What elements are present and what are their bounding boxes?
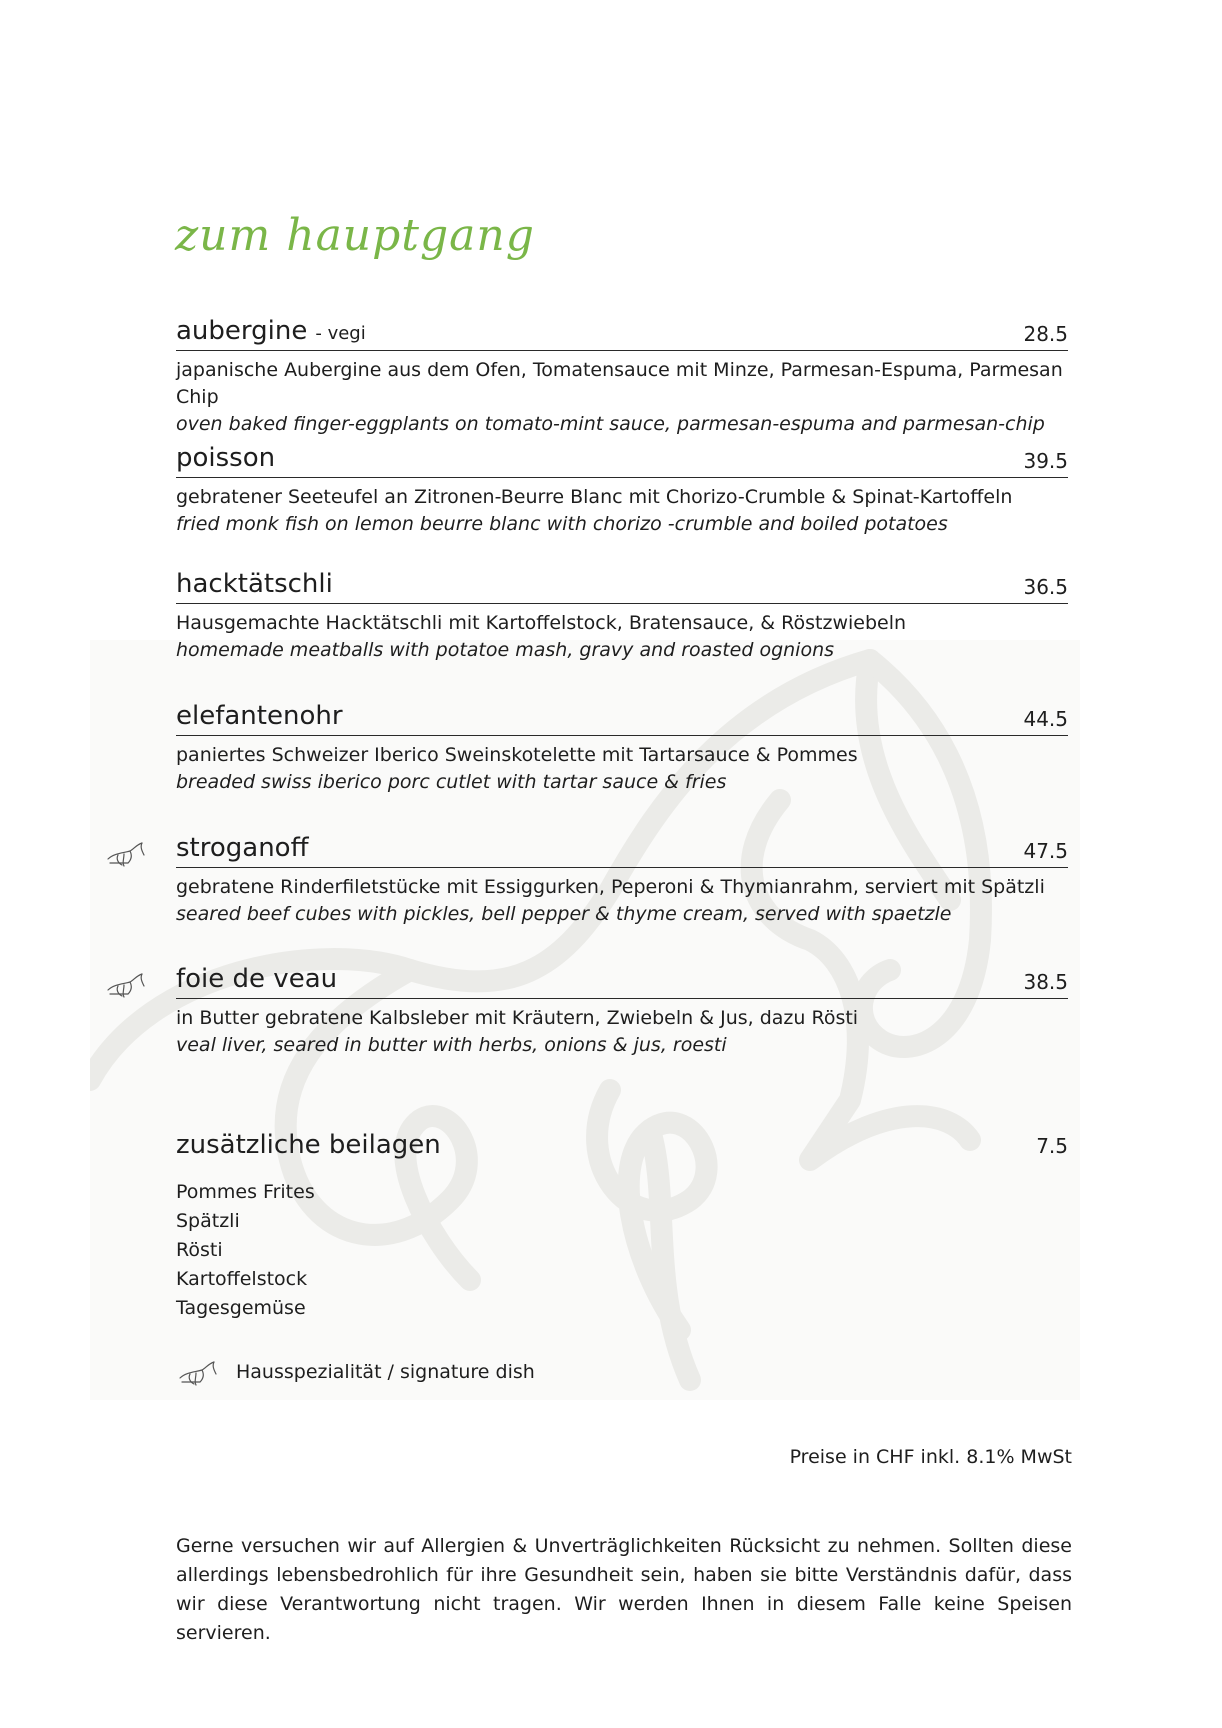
dish-description-en: fried monk fish on lemon beurre blanc with chorizo -crumble and boiled potatoes [176,513,948,535]
dish-description-de: paniertes Schweizer Iberico Sweinskotelette mit Tartarsauce & Pommes [176,744,858,766]
dish-description-de: gebratene Rinderfiletstücke mit Essiggurken, Peperoni & Thymianrahm, serviert mit Spätzli [176,876,1045,898]
list-item: Kartoffelstock [176,1268,308,1290]
dish-name: stroganoff [176,833,309,863]
list-item: Rösti [176,1239,223,1261]
dish-description-en: homemade meatballs with potatoe mash, gravy and roasted ognions [176,639,835,661]
dish-item [176,966,1068,1059]
dish-name: aubergine [176,316,308,346]
dish-name: elefantenohr [176,701,343,731]
list-item: Pommes Frites [176,1181,315,1203]
dish-price: 38.5 [1023,970,1068,994]
sides-price: 7.5 [1036,1134,1068,1158]
side-dishes [176,1130,1068,1323]
dish-tag: - vegi [315,323,366,344]
dish-item [176,318,1068,438]
dish-price: 44.5 [1023,707,1068,731]
horse-icon [106,970,148,1000]
dish-description-en: oven baked finger-eggplants on tomato-mint sauce, parmesan-espuma and parmesan-chip [176,413,1045,435]
dish-price: 28.5 [1023,322,1068,346]
list-item: Spätzli [176,1210,240,1232]
dish-description-de: Hausgemachte Hacktätschli mit Kartoffelstock, Bratensauce, & Röstzwiebeln [176,612,907,634]
dish-description-de: japanische Aubergine aus dem Ofen, Tomatensauce mit Minze, Parmesan-Espuma, Parmesan Chip [176,359,1063,408]
dish-price: 39.5 [1023,449,1068,473]
sides-title: zusätzliche beilagen [176,1130,441,1160]
dish-price: 47.5 [1023,839,1068,863]
dish-item [176,835,1068,928]
dish-description-en: veal liver, seared in butter with herbs, onions & jus, roesti [176,1034,727,1056]
horse-icon [178,1358,218,1386]
dish-item [176,703,1068,796]
horse-icon [106,839,148,869]
dish-price: 36.5 [1023,575,1068,599]
allergy-note: Gerne versuchen wir auf Allergien & Unverträglichkeiten Rücksicht zu nehmen. Sollten diese allerdings lebensbedrohlich für ihre Gesundheit sein, haben sie bitte Verständnis dafür, dass wir diese Verantwortung nicht tragen. Wir werden Ihnen in diesem Falle keine Speisen servieren. [176,1535,1072,1644]
dish-description-de: gebratener Seeteufel an Zitronen-Beurre Blanc mit Chorizo-Crumble & Spinat-Kartoffeln [176,486,1013,508]
list-item: Tagesgemüse [176,1297,306,1319]
sides-list [176,1178,1068,1323]
dish-item [176,445,1068,538]
dish-item [176,571,1068,664]
legend-text: Hausspezialität / signature dish [236,1361,535,1383]
dish-description-en: seared beef cubes with pickles, bell pepper & thyme cream, served with spaetzle [176,903,952,925]
signature-legend [178,1358,535,1386]
dish-description-en: breaded swiss iberico porc cutlet with tartar sauce & fries [176,771,727,793]
dish-description-de: in Butter gebratene Kalbsleber mit Kräutern, Zwiebeln & Jus, dazu Rösti [176,1007,859,1029]
dish-name: foie de veau [176,964,338,994]
dish-name: hacktätschli [176,569,333,599]
price-note: Preise in CHF inkl. 8.1% MwSt [789,1446,1072,1468]
dish-name: poisson [176,443,276,473]
page-title: zum hauptgang [175,210,535,261]
